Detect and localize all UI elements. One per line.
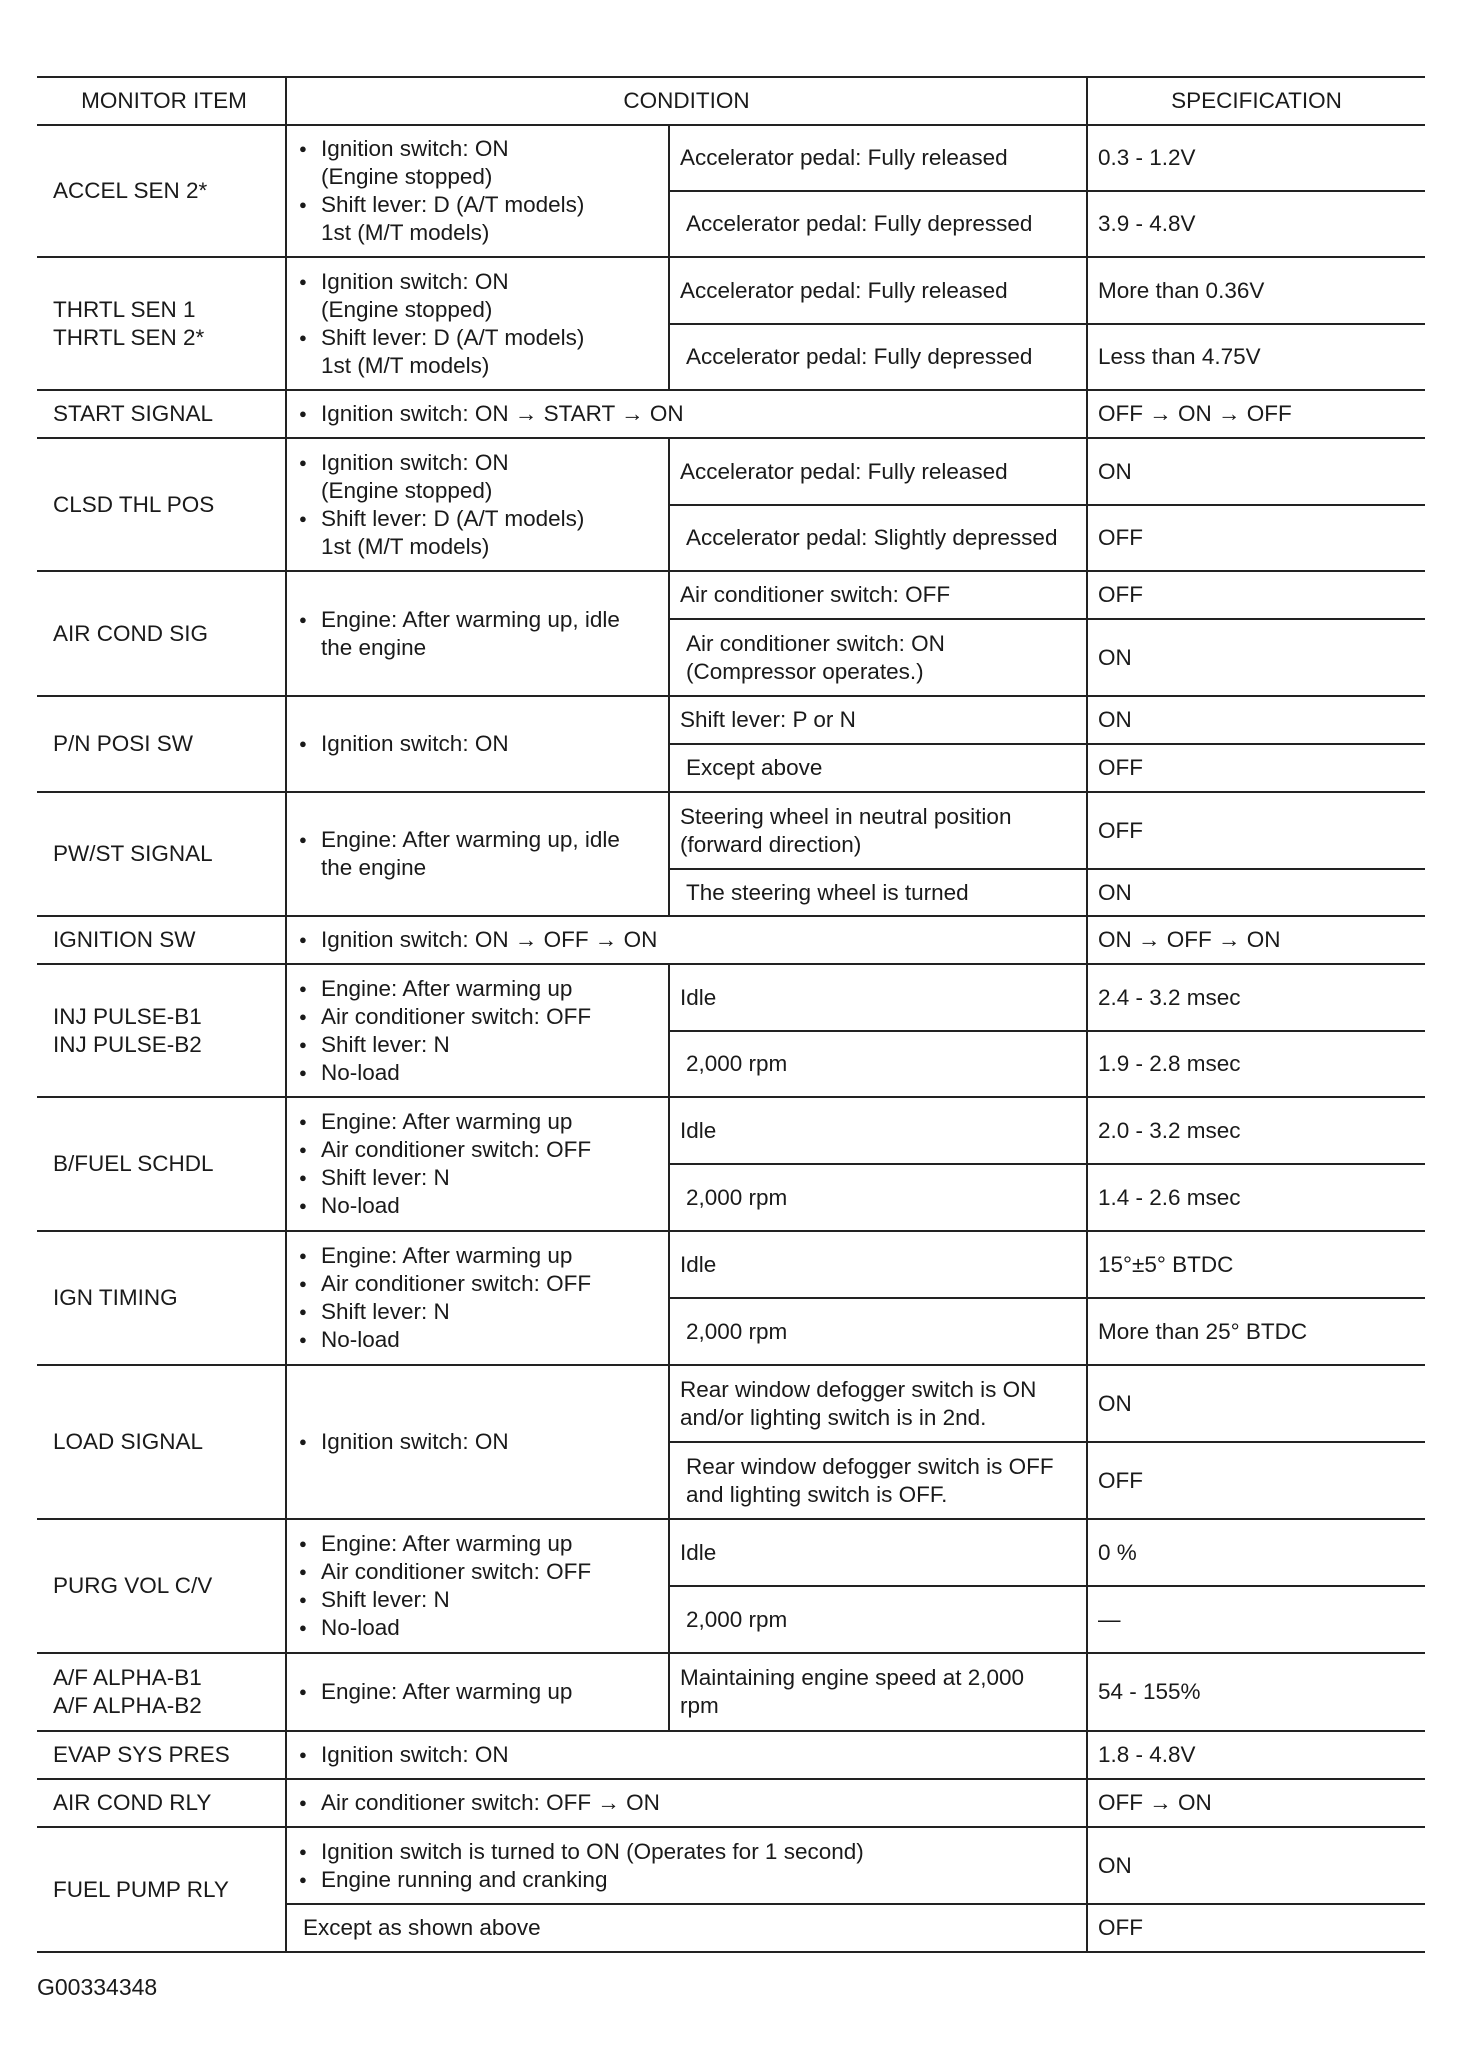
table-row	[37, 438, 1425, 505]
specification-cell: 3.9 - 4.8V	[1087, 191, 1425, 257]
condition-cell: ● Engine: After warming up, idle the engine	[286, 571, 669, 696]
condition-cell: ● Ignition switch: ON	[286, 1365, 669, 1519]
table-row	[37, 1731, 1425, 1779]
condition-cell: ● Engine: After warming up ● Air conditioner switch: OFF ● Shift lever: N ● No-load	[286, 1519, 669, 1653]
specification-cell: 1.9 - 2.8 msec	[1087, 1031, 1425, 1097]
monitor-item-cell: IGNITION SW	[37, 916, 286, 964]
condition-cell: ● Ignition switch is turned to ON (Operates for 1 second) ● Engine running and cranking	[286, 1827, 1087, 1904]
monitor-item-cell: P/N POSI SW	[37, 696, 286, 792]
condition-cell: ● Engine: After warming up, idle the engine	[286, 792, 669, 916]
specification-cell: 54 - 155%	[1087, 1653, 1425, 1731]
sub-condition-cell: Rear window defogger switch is ON and/or lighting switch is in 2nd.	[669, 1365, 1087, 1442]
header-row	[37, 77, 1425, 125]
monitor-item-cell: FUEL PUMP RLY	[37, 1827, 286, 1952]
monitor-item-cell: LOAD SIGNAL	[37, 1365, 286, 1519]
specification-cell: ON	[1087, 696, 1425, 744]
sub-condition-cell: The steering wheel is turned	[669, 869, 1087, 916]
sub-condition-cell: 2,000 rpm	[669, 1031, 1087, 1097]
monitor-item-cell: A/F ALPHA-B1 A/F ALPHA-B2	[37, 1653, 286, 1731]
specification-cell: OFF → ON → OFF	[1087, 390, 1425, 438]
sub-condition-cell: Steering wheel in neutral position (forward direction)	[669, 792, 1087, 869]
sub-condition-cell: Maintaining engine speed at 2,000 rpm	[669, 1653, 1087, 1731]
sub-condition-cell: 2,000 rpm	[669, 1164, 1087, 1231]
specification-cell: ON	[1087, 1365, 1425, 1442]
condition-cell: ● Engine: After warming up ● Air conditioner switch: OFF ● Shift lever: N ● No-load	[286, 1231, 669, 1365]
sub-condition-cell: Shift lever: P or N	[669, 696, 1087, 744]
sub-condition-cell: Idle	[669, 1097, 1087, 1164]
specification-cell: 1.8 - 4.8V	[1087, 1731, 1425, 1779]
table-row	[37, 1231, 1425, 1298]
monitor-item-cell: THRTL SEN 1 THRTL SEN 2*	[37, 257, 286, 390]
specification-cell: OFF	[1087, 744, 1425, 792]
table-row	[37, 125, 1425, 191]
monitor-item-cell: PW/ST SIGNAL	[37, 792, 286, 916]
specification-cell: OFF	[1087, 1442, 1425, 1519]
sub-condition-cell: Accelerator pedal: Fully released	[669, 438, 1087, 505]
header-monitor-item: MONITOR ITEM	[37, 77, 286, 125]
specification-cell: Less than 4.75V	[1087, 324, 1425, 390]
specification-cell: OFF	[1087, 792, 1425, 869]
sub-condition-cell: Accelerator pedal: Fully depressed	[669, 191, 1087, 257]
sub-condition-cell: Air conditioner switch: OFF	[669, 571, 1087, 619]
condition-cell: ● Ignition switch: ON (Engine stopped) ● Shift lever: D (A/T models) 1st (M/T models)	[286, 257, 669, 390]
monitor-item-cell: IGN TIMING	[37, 1231, 286, 1365]
condition-cell: ● Ignition switch: ON	[286, 696, 669, 792]
condition-cell: ● Ignition switch: ON → OFF → ON	[286, 916, 1087, 964]
specification-cell: 2.4 - 3.2 msec	[1087, 964, 1425, 1031]
specification-cell: OFF	[1087, 1904, 1425, 1952]
sub-condition-cell: Rear window defogger switch is OFF and lighting switch is OFF.	[669, 1442, 1087, 1519]
table-row	[37, 1779, 1425, 1827]
table-row	[37, 964, 1425, 1031]
table-row	[37, 1827, 1425, 1904]
condition-cell: ● Ignition switch: ON (Engine stopped) ● Shift lever: D (A/T models) 1st (M/T models)	[286, 438, 669, 571]
sub-condition-cell: Except above	[669, 744, 1087, 792]
specification-cell: 15°±5° BTDC	[1087, 1231, 1425, 1298]
table-row	[37, 1365, 1425, 1442]
specification-cell: ON	[1087, 619, 1425, 696]
monitor-item-cell: CLSD THL POS	[37, 438, 286, 571]
condition-cell: ● Air conditioner switch: OFF → ON	[286, 1779, 1087, 1827]
specification-cell: OFF	[1087, 571, 1425, 619]
sub-condition-cell: Idle	[669, 1519, 1087, 1586]
sub-condition-cell: Accelerator pedal: Fully released	[669, 125, 1087, 191]
condition-cell: ● Engine: After warming up ● Air conditioner switch: OFF ● Shift lever: N ● No-load	[286, 964, 669, 1097]
specification-cell: 1.4 - 2.6 msec	[1087, 1164, 1425, 1231]
table-row	[37, 792, 1425, 869]
specification-cell: OFF	[1087, 505, 1425, 571]
condition-cell: Except as shown above	[286, 1904, 1087, 1952]
sub-condition-cell: Idle	[669, 964, 1087, 1031]
header-specification: SPECIFICATION	[1087, 77, 1425, 125]
specification-cell: ON	[1087, 438, 1425, 505]
monitor-item-cell: EVAP SYS PRES	[37, 1731, 286, 1779]
specification-cell: 0.3 - 1.2V	[1087, 125, 1425, 191]
monitor-item-cell: START SIGNAL	[37, 390, 286, 438]
specification-cell: ON → OFF → ON	[1087, 916, 1425, 964]
sub-condition-cell: Accelerator pedal: Slightly depressed	[669, 505, 1087, 571]
table-row	[37, 1653, 1425, 1731]
monitor-item-cell: AIR COND SIG	[37, 571, 286, 696]
sub-condition-cell: Accelerator pedal: Fully depressed	[669, 324, 1087, 390]
specification-cell: OFF → ON	[1087, 1779, 1425, 1827]
specification-cell: ON	[1087, 1827, 1425, 1904]
monitor-item-cell: INJ PULSE-B1 INJ PULSE-B2	[37, 964, 286, 1097]
header-condition: CONDITION	[286, 77, 1087, 125]
condition-cell: ● Ignition switch: ON	[286, 1731, 1087, 1779]
table-row	[37, 916, 1425, 964]
table-row	[37, 696, 1425, 744]
monitor-item-cell: PURG VOL C/V	[37, 1519, 286, 1653]
monitor-item-cell: B/FUEL SCHDL	[37, 1097, 286, 1231]
sub-condition-cell: Air conditioner switch: ON (Compressor operates.)	[669, 619, 1087, 696]
sub-condition-cell: Idle	[669, 1231, 1087, 1298]
specification-cell: —	[1087, 1586, 1425, 1653]
specification-cell: 0 %	[1087, 1519, 1425, 1586]
sub-condition-cell: 2,000 rpm	[669, 1586, 1087, 1653]
table-row	[37, 257, 1425, 324]
specification-cell: 2.0 - 3.2 msec	[1087, 1097, 1425, 1164]
condition-cell: ● Ignition switch: ON (Engine stopped) ● Shift lever: D (A/T models) 1st (M/T models)	[286, 125, 669, 257]
condition-cell: ● Engine: After warming up ● Air conditioner switch: OFF ● Shift lever: N ● No-load	[286, 1097, 669, 1231]
table-row	[37, 1097, 1425, 1164]
condition-cell: ● Engine: After warming up	[286, 1653, 669, 1731]
specification-cell: ON	[1087, 869, 1425, 916]
table-row	[37, 390, 1425, 438]
monitor-spec-table	[37, 76, 1425, 1953]
monitor-item-cell: ACCEL SEN 2*	[37, 125, 286, 257]
table-row	[37, 1519, 1425, 1586]
sub-condition-cell: Accelerator pedal: Fully released	[669, 257, 1087, 324]
table-row	[37, 571, 1425, 619]
specification-cell: More than 25° BTDC	[1087, 1298, 1425, 1365]
figure-id: G00334348	[37, 1974, 158, 2000]
condition-cell: ● Ignition switch: ON → START → ON	[286, 390, 1087, 438]
sub-condition-cell: 2,000 rpm	[669, 1298, 1087, 1365]
monitor-item-cell: AIR COND RLY	[37, 1779, 286, 1827]
specification-cell: More than 0.36V	[1087, 257, 1425, 324]
